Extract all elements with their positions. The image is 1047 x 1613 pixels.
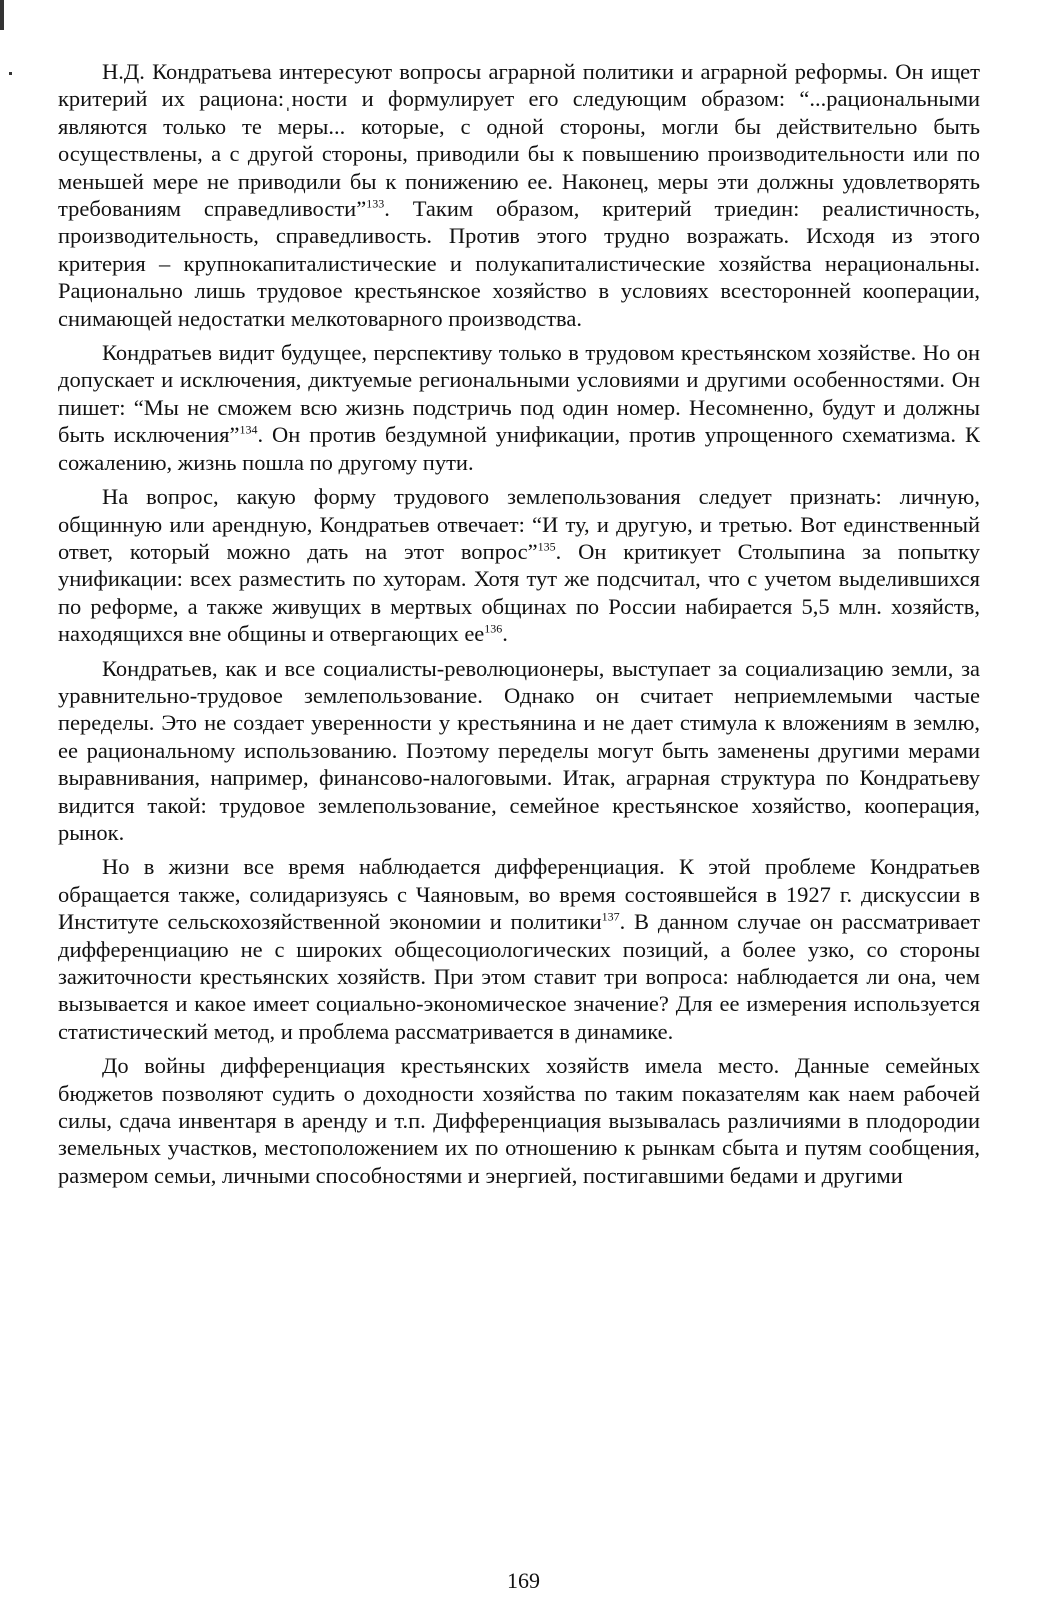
paragraph-1-text: Н.Д. Кондратьева интересуют вопросы аграрной политики и аграрной реформы. Он ищет критерий их рациона:ˌности и формулирует его следующим образом: “...рациональными являются только те меры... которые, с одной стороны, могли бы действительно быть осуществлены, а с другой стороны, приводили бы к повышению производительности или по меньшей мере не приводили бы к понижению ее. Наконец, меры эти должны удовлетворять требованиям справедливости” bbox=[58, 59, 980, 222]
paragraph-2 bbox=[58, 339, 980, 476]
paragraph-6 bbox=[58, 1052, 980, 1189]
footnote-ref-133: 133 bbox=[366, 196, 385, 211]
footnote-ref-137: 137 bbox=[601, 909, 620, 924]
paragraph-1-tail: . Таким образом, критерий триедин: реалистичность, производительность, справедливость. Против этого трудно возражать. Исходя из этого критерия – крупнокапиталистические и полукапиталистические хозяйства нерациональны. Рационально лишь трудовое крестьянское хозяйство в условиях всесторонней кооперации, снимающей недостатки мелкотоварного производства. bbox=[58, 196, 980, 331]
paragraph-5-text: Но в жизни все время наблюдается дифференциация. К этой проблеме Кондратьев обращается также, солидаризуясь с Чаяновым, во время состоявшейся в 1927 г. дискуссии в Институте сельскохозяйственной экономии и политики bbox=[58, 854, 980, 935]
page-number: 169 bbox=[507, 1568, 540, 1593]
paragraph-4 bbox=[58, 655, 980, 847]
scan-edge-mark bbox=[0, 0, 4, 30]
paragraph-2-text: Кондратьев видит будущее, перспективу только в трудовом крестьянском хозяйстве. Но он допускает и исключения, диктуемые региональными условиями и другими особенностями. Он пишет: “Мы не сможем всю жизнь подстричь под один номер. Несомненно, будут и должны быть исключения” bbox=[58, 340, 980, 448]
footnote-ref-134: 134 bbox=[239, 422, 258, 437]
footnote-ref-135: 135 bbox=[537, 539, 556, 554]
paragraph-4-text: Кондратьев, как и все социалисты-революционеры, выступает за социализацию земли, за уравнительно-трудовое землепользование. Однако он считает неприемлемыми частые переделы. Это не создает уверенности у крестьянина и не дает стимула к вложениям в землю, ее рациональному использованию. Поэтому переделы могут быть заменены другими мерами выравнивания, например, финансово-налоговыми. Итак, аграрная структура по Кондратьеву видится такой: трудовое землепользование, семейное крестьянское хозяйство, кооперация, рынок. bbox=[58, 655, 980, 845]
paragraph-2-tail: . Он против бездумной унификации, против упрощенного схематизма. К сожалению, жизнь пошла по другому пути. bbox=[58, 422, 980, 475]
paragraph-5 bbox=[58, 853, 980, 1045]
paragraph-5-tail: . В данном случае он рассматривает дифференциацию не с широких общесоциологических позиций, а более узко, со стороны зажиточности крестьянских хозяйств. При этом ставит три вопроса: наблюдается ли она, чем вызывается и какое имеет социально-экономическое значение? Для ее измерения используется статистический метод, и проблема рассматривается в динамике. bbox=[58, 909, 980, 1044]
paragraph-6-text: До войны дифференциация крестьянских хозяйств имела место. Данные семейных бюджетов позволяют судить о доходности хозяйства по таким показателям как наем рабочей силы, сдача инвентаря в аренду и т.п. Дифференциация вызывалась различиями в плодородии земельных участков, местоположением их по отношению к рынкам сбыта и путям сообщения, размером семьи, личными способностями и энергией, постигавшими бедами и другими bbox=[58, 1053, 980, 1188]
paragraph-3-text: На вопрос, какую форму трудового землепользования следует признать: личную, общинную или арендную, Кондратьев отвечает: “И ту, и другую, и третью. Вот единственный ответ, который можно дать на этот вопрос” bbox=[58, 484, 980, 564]
scan-edge-dot bbox=[9, 72, 12, 75]
paragraph-1 bbox=[58, 58, 980, 332]
footnote-ref-136: 136 bbox=[484, 621, 503, 636]
paragraph-3-tail: . Он критикует Столыпина за попытку унификации: всех разместить по хуторам. Хотя тут же подсчитал, что с учетом выделившихся по реформе, а также живущих в мертвых общинах по России набирается 5,5 млн. хозяйств, находящихся вне общины и отвергающих ее bbox=[58, 538, 981, 647]
paragraph-3 bbox=[58, 483, 980, 647]
paragraph-3-end: . bbox=[502, 621, 508, 647]
page-body bbox=[58, 58, 980, 1196]
